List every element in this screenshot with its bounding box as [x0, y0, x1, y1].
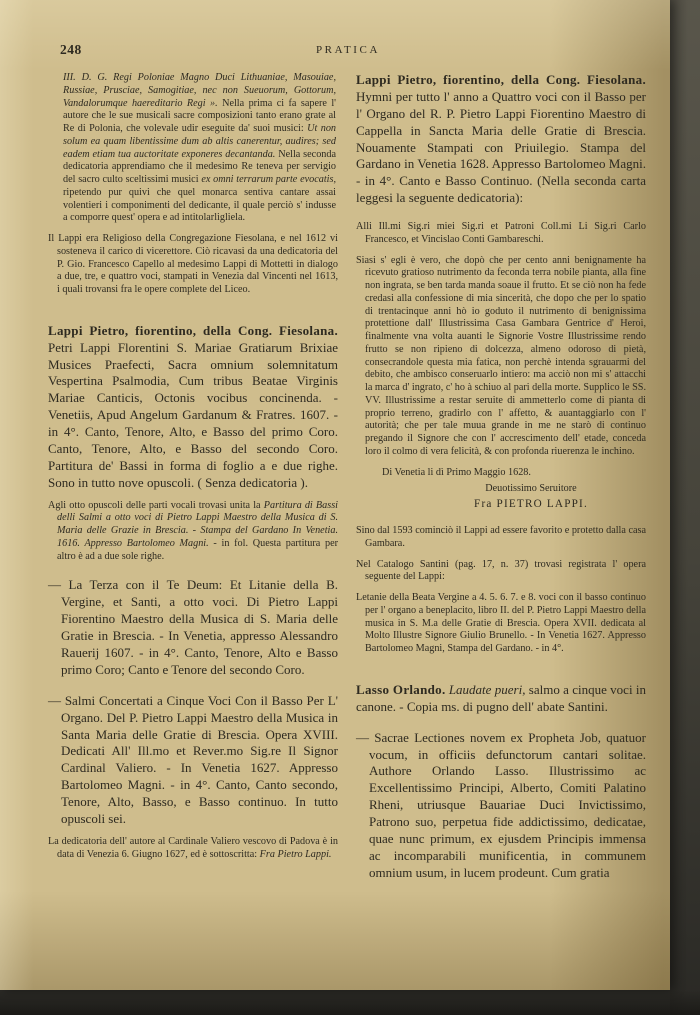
catalog-entry-continuation: — Salmi Concertati a Cinque Voci Con il Basso Per L' Organo. Del P. Pietro Lappi Maestro della Musica in Santa Maria delle Gratie di Brescia. Opera XVIII. Dedicati All' Ill.mo et Rever.mo Sig.re Il Signor Cardinal Valiero. - In Venetia 1627. Appresso Bartolomeo Magni. - in 4°. Canto, Canto secondo, Tenore, Alto, Basso, e Basso continuo. In tutto opuscoli sei. [48, 692, 338, 826]
note-catalogo-santini: Nel Catalogo Santini (pag. 17, n. 37) trovasi registrata l' opera seguente del Lappi: [356, 558, 646, 583]
signature-name: Fra PIETRO LAPPI. [474, 498, 588, 511]
catalog-entry-lappi-hymni [356, 72, 646, 207]
text-run: ex omni terrarum parte evocatis, [201, 174, 336, 185]
text-run: Agli otto opuscoli delle parti vocali trovasi unita la [48, 499, 264, 511]
dateline: Di Venetia li dì Primo Maggio 1628. [382, 466, 531, 478]
running-title: PRATICA [315, 44, 381, 56]
dedication-text: Siasi s' egli è vero, che dopò che per cento anni benignamente ha ricevuto gratioso nutrimento da feconda terra nobile pianta, alla fine non ingrata, se ben tarda manda soaue il frutto. Et se ciò non ha fede credasi alla confessione di mia sincerità, che dopo che per lo spatio di trentacinque anni hò io goduto il nutrimento di benignissima protettione dall' Illustrissima Casa Gambara Gentrice d' Heroi, finalmente vna volta auanti le Signorie Vostre Illustrissime rendo frutto se non ripieno di dolcezza, almeno odoroso di pietà, consecrandole questa mia fatica, non perchè intenda sgrauarmi del debito, che ambisco conseruarlo intiero: ma acciò non mi s' attacchi la marca d' ingrato, c' ho à schiuo al pari della morte. Supplico le SS. VV. Illustrissime a restar seruite di ammetterlo come di pianta di proprio terreno, gradirlo con l' affetto, & auantaggiarlo con l' autorità; che per tale muua grande in me ne starò di continuo pregando il Signore che con l' accrescimento dell' etade, conceda loro il colmo di vera felicità, & con profonda riuerenza le inchino. [356, 254, 646, 457]
note-letanie: Letanie della Beata Vergine a 4. 5. 6. 7. e 8. voci con il basso continuo per l' organo a beneplacito, libro II. del P. Pietro Lappi Maestro della musica in S. M.a delle Gratie di Brescia. Opera XVII. dedicata al Molto Illustre Signore Giulio Brunello. - In Venetia 1627. Appresso Bartolomeo Magni, Stampa del Gardano. - in 4°. [356, 592, 646, 655]
left-column [48, 72, 338, 890]
scan-edge-right [670, 0, 700, 1015]
bibliographic-note [48, 500, 338, 564]
footnote [48, 836, 338, 862]
quoted-dedication-paragraph [63, 72, 336, 225]
note-gambara: Sino dal 1593 cominciò il Lappi ad essere favorito e protetto dalla casa Gambara. [356, 525, 646, 549]
dedicatee-note: Alli Ill.mi Sig.ri miei Sig.ri et Patroni Coll.mi Li Sig.ri Carlo Francesco, et Vincislao Conti Gambareschi. [356, 221, 646, 245]
text-run: La dedicatoria dell' autore al Cardinale Valiero vescovo di Padova è in data di Venezia 6. Giugno 1627, ed è sottoscritta: [48, 835, 338, 860]
text-run: Fra Pietro Lappi. [259, 848, 332, 860]
entry-body: Hymni per tutto l' anno a Quattro voci con il Basso per l' Organo del R. P. Pietro Lappi Fiorentino Maestro di Cappella in Sancta Maria delle Gratie di Brescia. Nouamente Stampati con Priuilegio. Stampa del Gardano in Venetia 1628. Appresso Bartolomeo Magni. - in 4°. Canto e Basso Continuo. (Nella seconda carta leggesi la seguente dedicatoria): [356, 88, 646, 206]
page-number: 248 [60, 42, 82, 57]
text-run: Nella prima ci fa sapere l' autore che le sue musicali sacre composizioni tanto erano grate al Re di Polonia, che volevale udir eseguite da' suoi musici: [63, 97, 336, 134]
entry-body: salmo a cinque voci in canone. - Copia ms. di pugno dell' abate Santini. [356, 681, 646, 714]
text-run: - in fol. Questa partitura per altro è ad a due sole righe. [57, 537, 338, 562]
text-run: Ut non solum ea quam libentissime dum ab altis canerentur, audires; sed eadem etiam tua auctoritate exponeres decantanda. [63, 123, 337, 160]
entry-title-italic: Laudate pueri, [445, 681, 526, 697]
biographical-note: Il Lappi era Religioso della Congregazione Fiesolana, e nel 1612 vi sosteneva il carico di vicerettore. Ciò ricavasi da una dedicatoria del P. Gio. Francesco Capello al medesimo Lappi di Mottetti in dialogo a due, tre, e quattro voci, stampati in Venezia dal Vincenti nel 1613, i quali trovansi fra le opere complete del Liceo. [48, 233, 338, 295]
text-run: III. D. G. Regi Poloniae Magno Duci Lithuaniae, Masouiae, Russiae, Prusciae, Samogitiae, nec non Sueuorum, Gottorum, Vandalorumque haereditario Regi ». [63, 72, 336, 109]
text-run: ripetendo pur quivi che quel monarca sentiva cantare assai volentieri i componimenti del dedicante, il quale perciò s' indusse a comporre quest' opera e ad intitolarligliela. [63, 186, 336, 224]
entry-body: Petri Lappi Florentini S. Mariae Gratiarum Brixiae Musices Praefecti, Sacra omnium solemnitatum Vespertina Psalmodia, Cum tribus Beatae Virginis Mariae Canticis, Octonis vocibus concinenda. - Venetiis, Apud Angelum Gardanum & Fratres. 1607. - in 4°. Canto, Tenore, Alto, e Basso del primo Coro. Canto, Tenore, Alto, e Basso del secondo Coro. Partitura de' Bassi in forma di foglio a e due righe. Sono in tutto nove opuscoli. ( Senza dedicatoria ). [48, 339, 338, 490]
catalog-entry-lappi [48, 323, 338, 492]
page-header [48, 40, 648, 66]
entry-heading: Lappi Pietro, fiorentino, della Cong. Fiesolana. [356, 72, 646, 87]
signature-role: Deuotissimo Seruitore [485, 483, 577, 495]
entry-heading: Lappi Pietro, fiorentino, della Cong. Fiesolana. [48, 322, 338, 338]
text-run: Partitura di Bassi delli Salmi a otto voci di Pietro Lappi Maestro della Musica di S. Maria delle Grazie in Brescia. - Stampa del Gardano In Venetia. 1616. Appresso Bartolomeo Magni. [57, 499, 338, 549]
catalog-entry-continuation: — La Terza con il Te Deum: Et Litanie della B. Vergine, et Santi, a otto voci. Di Pietro Lappi Fiorentino Maestro della Musica di S. Maria delle Gratie in Brescia. - In Venetia, appresso Alessandro Rauerij 1607. - in 4°. Canto, Tenore, Alto e Basso primo Coro; Canto e Tenore del secondo Coro. [48, 577, 338, 677]
text-run: Nella seconda dedicatoria apprendiamo che il medesimo Re teneva per servigio del sacro culto sceltissimi musici [63, 148, 336, 185]
two-column-text [48, 72, 648, 890]
catalog-entry-lasso [356, 682, 646, 716]
entry-heading: Lasso Orlando. [356, 681, 446, 697]
right-column [356, 72, 646, 890]
scan-edge-bottom [0, 990, 700, 1015]
catalog-entry-continuation: — Sacrae Lectiones novem ex Propheta Job, quatuor vocum, in officiis defunctorum cantari solitae. Authore Orlando Lasso. Illustrissimo ac Excellentissimo Principi, Alberto, Comiti Palatino Rheni, utriusque Bauariae Duci Invictissimo, Patrono suo, perpetua fide addictissimo, dedicatae, quae nunc primum, ex ejusdem Principis immensa ac incomparabili munificentia, in communem omnium usum, in lucem prodeunt. Cum gratia [356, 729, 646, 880]
